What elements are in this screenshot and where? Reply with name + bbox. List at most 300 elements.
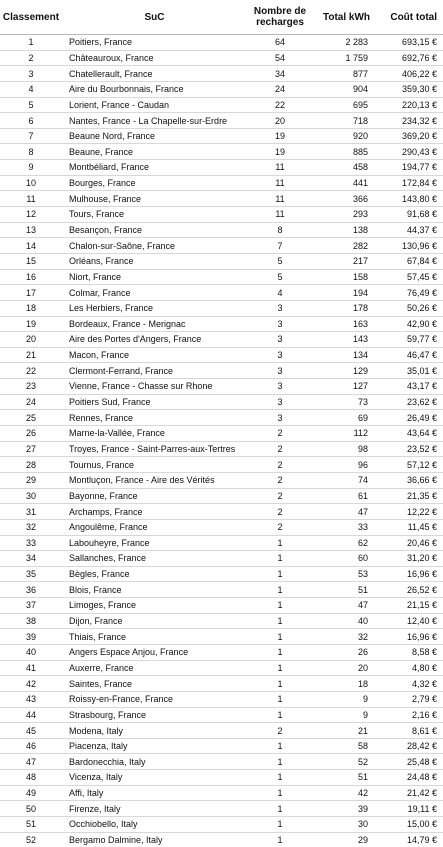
cell-suc: Limoges, France — [62, 598, 247, 614]
cell-rank: 45 — [0, 723, 62, 739]
cell-rank: 52 — [0, 832, 62, 847]
cell-rank: 37 — [0, 598, 62, 614]
cell-kwh: 21 — [313, 723, 376, 739]
cell-cost: 2,16 € — [376, 707, 443, 723]
cell-cost: 359,30 € — [376, 81, 443, 97]
cell-count: 2 — [247, 472, 313, 488]
cell-suc: Beaune, France — [62, 144, 247, 160]
table-row — [0, 426, 443, 442]
cell-count: 34 — [247, 66, 313, 82]
cell-rank: 21 — [0, 347, 62, 363]
cell-kwh: 138 — [313, 222, 376, 238]
cell-count: 1 — [247, 582, 313, 598]
cell-kwh: 9 — [313, 707, 376, 723]
cell-cost: 11,45 € — [376, 519, 443, 535]
cell-suc: Aire des Portes d'Angers, France — [62, 332, 247, 348]
cell-kwh: 52 — [313, 754, 376, 770]
cell-count: 20 — [247, 113, 313, 129]
cell-suc: Aire du Bourbonnais, France — [62, 81, 247, 97]
cell-cost: 76,49 € — [376, 285, 443, 301]
cell-rank: 34 — [0, 551, 62, 567]
cell-rank: 44 — [0, 707, 62, 723]
cell-cost: 194,77 € — [376, 160, 443, 176]
cell-rank: 8 — [0, 144, 62, 160]
table-row — [0, 629, 443, 645]
table-row — [0, 566, 443, 582]
cell-kwh: 293 — [313, 207, 376, 223]
cell-count: 2 — [247, 519, 313, 535]
table-row — [0, 598, 443, 614]
cell-count: 54 — [247, 50, 313, 66]
table-row — [0, 770, 443, 786]
cell-kwh: 96 — [313, 457, 376, 473]
cell-kwh: 2 283 — [313, 35, 376, 51]
cell-count: 5 — [247, 253, 313, 269]
cell-count: 1 — [247, 785, 313, 801]
cell-count: 1 — [247, 566, 313, 582]
cell-count: 1 — [247, 535, 313, 551]
table-row — [0, 488, 443, 504]
cell-cost: 692,76 € — [376, 50, 443, 66]
table-row — [0, 660, 443, 676]
cell-suc: Châteauroux, France — [62, 50, 247, 66]
cell-cost: 220,13 € — [376, 97, 443, 113]
cell-rank: 35 — [0, 566, 62, 582]
header-suc: SuC — [62, 0, 247, 35]
cell-cost: 59,77 € — [376, 332, 443, 348]
cell-kwh: 143 — [313, 332, 376, 348]
table-row — [0, 285, 443, 301]
cell-cost: 4,32 € — [376, 676, 443, 692]
cell-kwh: 74 — [313, 472, 376, 488]
cell-suc: Nantes, France - La Chapelle-sur-Erdre — [62, 113, 247, 129]
cell-kwh: 282 — [313, 238, 376, 254]
cell-rank: 12 — [0, 207, 62, 223]
cell-rank: 17 — [0, 285, 62, 301]
cell-count: 1 — [247, 629, 313, 645]
cell-kwh: 53 — [313, 566, 376, 582]
table-row — [0, 582, 443, 598]
cell-suc: Vicenza, Italy — [62, 770, 247, 786]
cell-suc: Besançon, France — [62, 222, 247, 238]
cell-count: 3 — [247, 394, 313, 410]
cell-cost: 172,84 € — [376, 175, 443, 191]
header-row — [0, 0, 443, 35]
cell-rank: 20 — [0, 332, 62, 348]
cell-suc: Les Herbiers, France — [62, 300, 247, 316]
table-row — [0, 441, 443, 457]
cell-suc: Auxerre, France — [62, 660, 247, 676]
cell-kwh: 217 — [313, 253, 376, 269]
cell-rank: 23 — [0, 379, 62, 395]
table-row — [0, 644, 443, 660]
cell-suc: Beaune Nord, France — [62, 128, 247, 144]
cell-cost: 26,52 € — [376, 582, 443, 598]
table-row — [0, 738, 443, 754]
table-row — [0, 316, 443, 332]
cell-kwh: 32 — [313, 629, 376, 645]
cell-count: 22 — [247, 97, 313, 113]
table-row — [0, 175, 443, 191]
table-row — [0, 613, 443, 629]
cell-cost: 35,01 € — [376, 363, 443, 379]
table-row — [0, 128, 443, 144]
cell-kwh: 9 — [313, 691, 376, 707]
table-row — [0, 723, 443, 739]
cell-cost: 290,43 € — [376, 144, 443, 160]
cell-cost: 369,20 € — [376, 128, 443, 144]
cell-rank: 18 — [0, 300, 62, 316]
cell-rank: 39 — [0, 629, 62, 645]
cell-suc: Labouheyre, France — [62, 535, 247, 551]
cell-kwh: 73 — [313, 394, 376, 410]
cell-suc: Bourges, France — [62, 175, 247, 191]
table-row — [0, 66, 443, 82]
cell-count: 11 — [247, 191, 313, 207]
cell-count: 11 — [247, 160, 313, 176]
cell-kwh: 718 — [313, 113, 376, 129]
cell-rank: 14 — [0, 238, 62, 254]
cell-suc: Affi, Italy — [62, 785, 247, 801]
table-body — [0, 35, 443, 847]
cell-cost: 26,49 € — [376, 410, 443, 426]
cell-rank: 31 — [0, 504, 62, 520]
cell-rank: 48 — [0, 770, 62, 786]
cell-count: 1 — [247, 613, 313, 629]
cell-count: 3 — [247, 300, 313, 316]
table-row — [0, 817, 443, 833]
table-row — [0, 707, 443, 723]
cell-count: 1 — [247, 660, 313, 676]
cell-suc: Troyes, France - Saint-Parres-aux-Tertres — [62, 441, 247, 457]
cell-kwh: 163 — [313, 316, 376, 332]
table-row — [0, 50, 443, 66]
cell-cost: 19,11 € — [376, 801, 443, 817]
cell-count: 1 — [247, 801, 313, 817]
cell-suc: Firenze, Italy — [62, 801, 247, 817]
cell-suc: Tournus, France — [62, 457, 247, 473]
cell-count: 2 — [247, 504, 313, 520]
cell-count: 2 — [247, 723, 313, 739]
cell-kwh: 127 — [313, 379, 376, 395]
cell-kwh: 30 — [313, 817, 376, 833]
cell-suc: Chatellerault, France — [62, 66, 247, 82]
cell-suc: Rennes, France — [62, 410, 247, 426]
table-row — [0, 347, 443, 363]
table-header — [0, 0, 443, 35]
table-row — [0, 160, 443, 176]
cell-rank: 42 — [0, 676, 62, 692]
cell-count: 3 — [247, 347, 313, 363]
header-cost: Coût total — [376, 0, 443, 35]
cell-count: 2 — [247, 488, 313, 504]
cell-rank: 2 — [0, 50, 62, 66]
cell-count: 1 — [247, 691, 313, 707]
cell-count: 2 — [247, 426, 313, 442]
cell-kwh: 129 — [313, 363, 376, 379]
cell-kwh: 26 — [313, 644, 376, 660]
table-row — [0, 35, 443, 51]
cell-kwh: 695 — [313, 97, 376, 113]
cell-kwh: 904 — [313, 81, 376, 97]
cell-kwh: 61 — [313, 488, 376, 504]
table-row — [0, 222, 443, 238]
cell-count: 3 — [247, 379, 313, 395]
cell-suc: Saintes, France — [62, 676, 247, 692]
cell-kwh: 178 — [313, 300, 376, 316]
table-row — [0, 97, 443, 113]
cell-kwh: 458 — [313, 160, 376, 176]
cell-kwh: 51 — [313, 770, 376, 786]
table-row — [0, 113, 443, 129]
cell-cost: 2,79 € — [376, 691, 443, 707]
cell-count: 1 — [247, 644, 313, 660]
cell-rank: 28 — [0, 457, 62, 473]
cell-cost: 23,52 € — [376, 441, 443, 457]
cell-suc: Occhiobello, Italy — [62, 817, 247, 833]
cell-suc: Lorient, France - Caudan — [62, 97, 247, 113]
cell-suc: Macon, France — [62, 347, 247, 363]
table-row — [0, 379, 443, 395]
cell-count: 24 — [247, 81, 313, 97]
cell-rank: 7 — [0, 128, 62, 144]
cell-cost: 25,48 € — [376, 754, 443, 770]
cell-rank: 41 — [0, 660, 62, 676]
cell-kwh: 60 — [313, 551, 376, 567]
cell-rank: 27 — [0, 441, 62, 457]
cell-rank: 19 — [0, 316, 62, 332]
cell-rank: 29 — [0, 472, 62, 488]
cell-kwh: 98 — [313, 441, 376, 457]
table-row — [0, 238, 443, 254]
table-row — [0, 394, 443, 410]
table-row — [0, 551, 443, 567]
cell-suc: Angoulême, France — [62, 519, 247, 535]
cell-count: 19 — [247, 144, 313, 160]
cell-cost: 130,96 € — [376, 238, 443, 254]
cell-suc: Bergamo Dalmine, Italy — [62, 832, 247, 847]
cell-kwh: 158 — [313, 269, 376, 285]
cell-suc: Sallanches, France — [62, 551, 247, 567]
cell-cost: 234,32 € — [376, 113, 443, 129]
cell-suc: Dijon, France — [62, 613, 247, 629]
table-row — [0, 832, 443, 847]
cell-count: 1 — [247, 551, 313, 567]
cell-count: 3 — [247, 410, 313, 426]
table-row — [0, 363, 443, 379]
cell-cost: 43,64 € — [376, 426, 443, 442]
cell-kwh: 920 — [313, 128, 376, 144]
cell-kwh: 29 — [313, 832, 376, 847]
cell-kwh: 20 — [313, 660, 376, 676]
cell-cost: 28,42 € — [376, 738, 443, 754]
cell-count: 1 — [247, 598, 313, 614]
cell-cost: 57,45 € — [376, 269, 443, 285]
cell-rank: 30 — [0, 488, 62, 504]
cell-count: 3 — [247, 363, 313, 379]
cell-cost: 8,61 € — [376, 723, 443, 739]
cell-kwh: 134 — [313, 347, 376, 363]
header-count: Nombre de recharges — [247, 0, 313, 35]
cell-cost: 693,15 € — [376, 35, 443, 51]
cell-cost: 16,96 € — [376, 629, 443, 645]
cell-kwh: 69 — [313, 410, 376, 426]
cell-rank: 9 — [0, 160, 62, 176]
cell-count: 1 — [247, 754, 313, 770]
cell-suc: Marne-la-Vallée, France — [62, 426, 247, 442]
cell-rank: 47 — [0, 754, 62, 770]
cell-kwh: 366 — [313, 191, 376, 207]
cell-kwh: 18 — [313, 676, 376, 692]
cell-suc: Archamps, France — [62, 504, 247, 520]
table-row — [0, 207, 443, 223]
cell-rank: 40 — [0, 644, 62, 660]
cell-count: 4 — [247, 285, 313, 301]
table-row — [0, 754, 443, 770]
cell-cost: 15,00 € — [376, 817, 443, 833]
cell-rank: 1 — [0, 35, 62, 51]
cell-cost: 406,22 € — [376, 66, 443, 82]
table-row — [0, 504, 443, 520]
cell-suc: Colmar, France — [62, 285, 247, 301]
cell-rank: 22 — [0, 363, 62, 379]
cell-cost: 46,47 € — [376, 347, 443, 363]
cell-count: 1 — [247, 707, 313, 723]
table-row — [0, 410, 443, 426]
cell-suc: Thiais, France — [62, 629, 247, 645]
cell-suc: Mulhouse, France — [62, 191, 247, 207]
table-row — [0, 300, 443, 316]
cell-rank: 4 — [0, 81, 62, 97]
cell-cost: 50,26 € — [376, 300, 443, 316]
cell-kwh: 62 — [313, 535, 376, 551]
cell-suc: Poitiers, France — [62, 35, 247, 51]
cell-kwh: 40 — [313, 613, 376, 629]
table-row — [0, 691, 443, 707]
cell-cost: 143,80 € — [376, 191, 443, 207]
cell-count: 19 — [247, 128, 313, 144]
cell-cost: 42,90 € — [376, 316, 443, 332]
table-row — [0, 785, 443, 801]
cell-count: 11 — [247, 207, 313, 223]
cell-cost: 21,35 € — [376, 488, 443, 504]
cell-count: 1 — [247, 676, 313, 692]
cell-suc: Modena, Italy — [62, 723, 247, 739]
table-row — [0, 191, 443, 207]
cell-rank: 43 — [0, 691, 62, 707]
cell-cost: 14,79 € — [376, 832, 443, 847]
cell-rank: 46 — [0, 738, 62, 754]
cell-suc: Niort, France — [62, 269, 247, 285]
cell-count: 5 — [247, 269, 313, 285]
cell-suc: Chalon-sur-Saône, France — [62, 238, 247, 254]
cell-suc: Piacenza, Italy — [62, 738, 247, 754]
cell-rank: 51 — [0, 817, 62, 833]
cell-rank: 32 — [0, 519, 62, 535]
cell-cost: 36,66 € — [376, 472, 443, 488]
cell-rank: 38 — [0, 613, 62, 629]
cell-suc: Bardonecchia, Italy — [62, 754, 247, 770]
cell-kwh: 51 — [313, 582, 376, 598]
cell-count: 1 — [247, 832, 313, 847]
cell-cost: 31,20 € — [376, 551, 443, 567]
cell-kwh: 877 — [313, 66, 376, 82]
cell-rank: 5 — [0, 97, 62, 113]
cell-kwh: 33 — [313, 519, 376, 535]
cell-rank: 26 — [0, 426, 62, 442]
cell-count: 1 — [247, 770, 313, 786]
cell-count: 2 — [247, 457, 313, 473]
table-row — [0, 676, 443, 692]
table-row — [0, 472, 443, 488]
cell-suc: Bègles, France — [62, 566, 247, 582]
cell-suc: Angers Espace Anjou, France — [62, 644, 247, 660]
cell-suc: Montbéliard, France — [62, 160, 247, 176]
cell-cost: 21,15 € — [376, 598, 443, 614]
header-kwh: Total kWh — [313, 0, 376, 35]
cell-kwh: 885 — [313, 144, 376, 160]
cell-rank: 15 — [0, 253, 62, 269]
cell-rank: 3 — [0, 66, 62, 82]
cell-rank: 49 — [0, 785, 62, 801]
cell-suc: Bayonne, France — [62, 488, 247, 504]
cell-kwh: 112 — [313, 426, 376, 442]
cell-cost: 57,12 € — [376, 457, 443, 473]
table-row — [0, 81, 443, 97]
cell-cost: 67,84 € — [376, 253, 443, 269]
cell-rank: 16 — [0, 269, 62, 285]
cell-rank: 13 — [0, 222, 62, 238]
cell-rank: 33 — [0, 535, 62, 551]
cell-cost: 16,96 € — [376, 566, 443, 582]
cell-cost: 23,62 € — [376, 394, 443, 410]
header-rank: Classement — [0, 0, 62, 35]
cell-count: 64 — [247, 35, 313, 51]
cell-rank: 11 — [0, 191, 62, 207]
cell-suc: Clermont-Ferrand, France — [62, 363, 247, 379]
table-row — [0, 457, 443, 473]
cell-cost: 21,42 € — [376, 785, 443, 801]
cell-cost: 12,40 € — [376, 613, 443, 629]
table-row — [0, 801, 443, 817]
cell-cost: 43,17 € — [376, 379, 443, 395]
cell-suc: Orléans, France — [62, 253, 247, 269]
cell-kwh: 58 — [313, 738, 376, 754]
cell-kwh: 39 — [313, 801, 376, 817]
cell-kwh: 47 — [313, 598, 376, 614]
table-row — [0, 535, 443, 551]
cell-cost: 8,58 € — [376, 644, 443, 660]
cell-rank: 50 — [0, 801, 62, 817]
cell-rank: 6 — [0, 113, 62, 129]
cell-cost: 4,80 € — [376, 660, 443, 676]
cell-count: 11 — [247, 175, 313, 191]
cell-count: 3 — [247, 332, 313, 348]
cell-rank: 25 — [0, 410, 62, 426]
cell-count: 1 — [247, 738, 313, 754]
cell-cost: 91,68 € — [376, 207, 443, 223]
cell-cost: 20,46 € — [376, 535, 443, 551]
cell-suc: Poitiers Sud, France — [62, 394, 247, 410]
cell-count: 3 — [247, 316, 313, 332]
cell-suc: Montluçon, France - Aire des Vérités — [62, 472, 247, 488]
cell-count: 8 — [247, 222, 313, 238]
cell-count: 1 — [247, 817, 313, 833]
cell-cost: 44,37 € — [376, 222, 443, 238]
cell-suc: Roissy-en-France, France — [62, 691, 247, 707]
table-row — [0, 332, 443, 348]
table-row — [0, 144, 443, 160]
